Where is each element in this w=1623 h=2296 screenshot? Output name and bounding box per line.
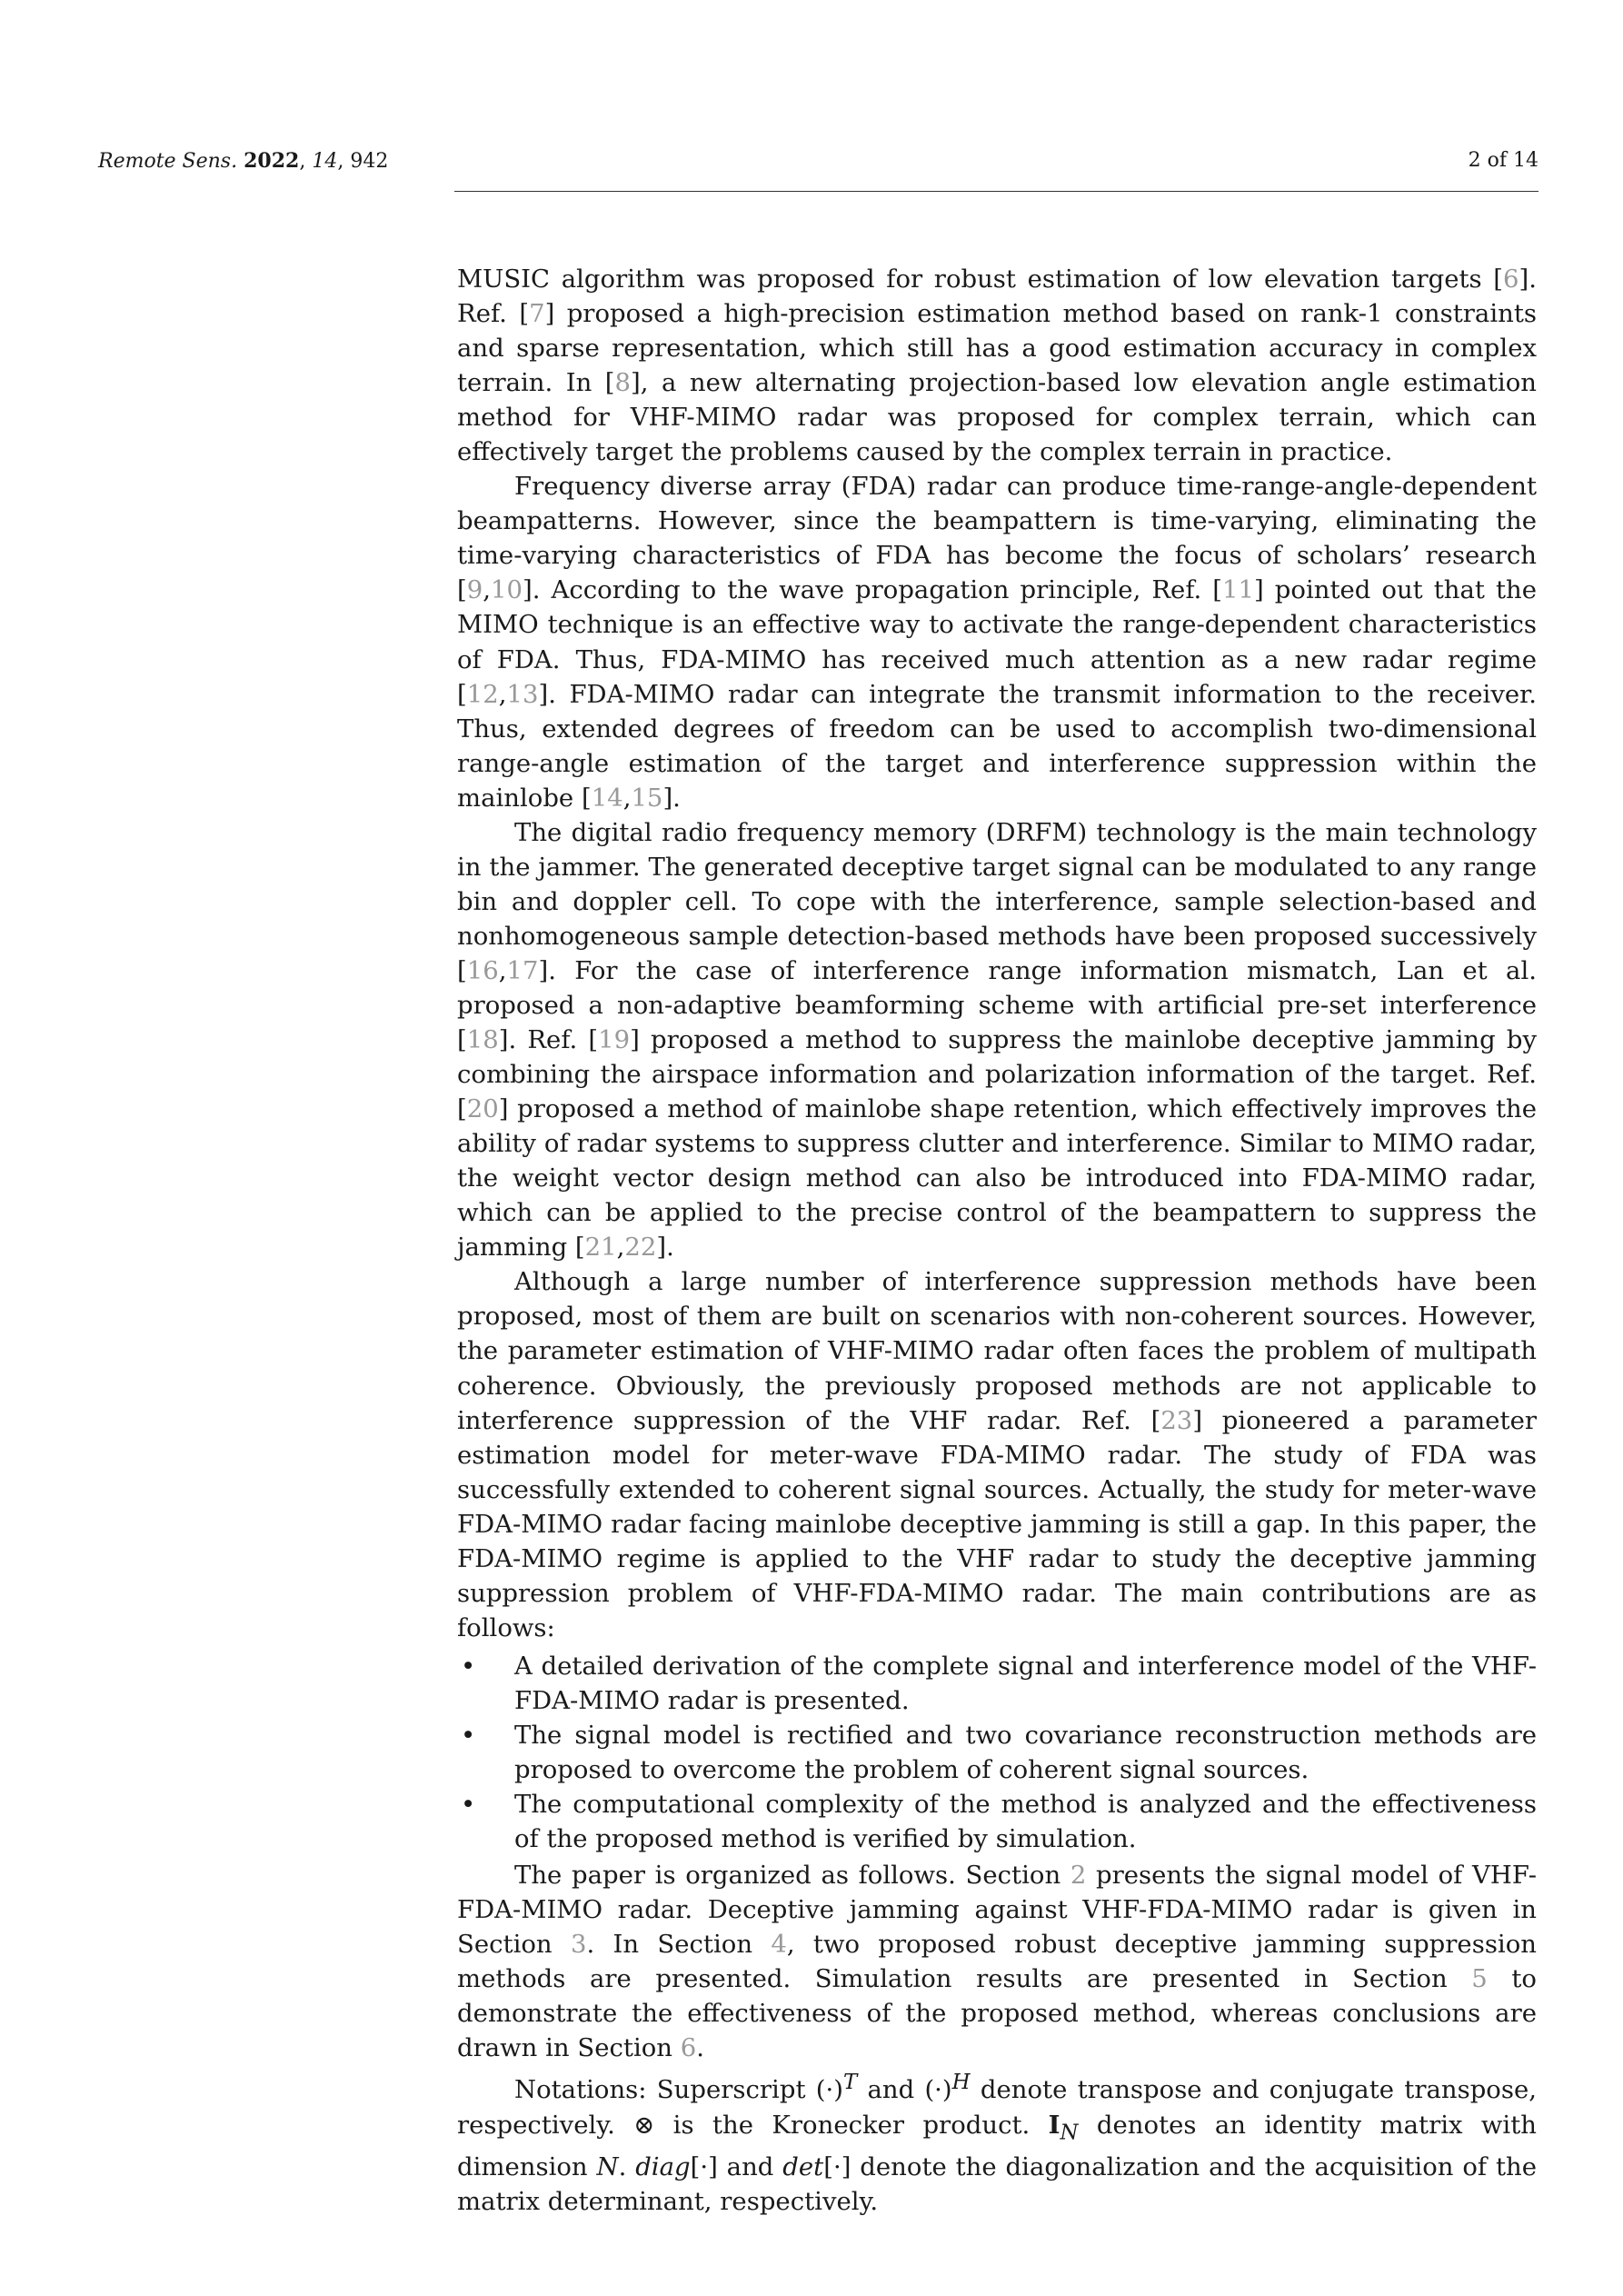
paragraph-5: The paper is organized as follows. Section 2 presents the signal model of VHF-FDA-MIMO radar. Deceptive jamming against VHF-FDA-MIMO radar is given in Section 3. In Section 4, two proposed robust deceptive jamming suppression methods are presented. Simulation results are presented in Section 5 to demonstrate the effectiveness of the proposed method, whereas conclusions are drawn in Section 6. [457, 1861, 1537, 2063]
page-header [98, 149, 1538, 193]
bullet-symbol: • [461, 1720, 476, 1750]
citation-link[interactable]: 19 [598, 1025, 631, 1055]
section-link[interactable]: 3 [570, 1930, 587, 1960]
paragraph-1: MUSIC algorithm was proposed for robust estimation of low elevation targets [6]. Ref. [7] proposed a high-precision estimation method based on rank-1 constraints and sparse representation, which still has a good estimation accuracy in complex terrain. In [8], a new alternating projection-based low elevation angle estimation method for VHF-MIMO radar was proposed for complex terrain, which can effectively target the problems caused by the complex terrain in practice. [457, 265, 1537, 467]
citation-link[interactable]: 6 [1503, 265, 1519, 294]
citation-link[interactable]: 21 [584, 1233, 617, 1263]
citation-link[interactable]: 22 [624, 1233, 657, 1263]
citation-link[interactable]: 8 [614, 368, 632, 398]
page-number: 2 of 14 [1468, 149, 1538, 172]
citation-link[interactable]: 10 [490, 575, 523, 605]
paragraph-3: The digital radio frequency memory (DRFM) technology is the main technology in the jammer. The generated deceptive target signal can be modulated to any range bin and doppler cell. To cope with the interference, sample selection-based and nonhomogeneous sample detection-based methods have been proposed successively [16,17]. For the case of interference range information mismatch, Lan et al. proposed a non-adaptive beamforming scheme with artificial pre-set interference [18]. Ref. [19] proposed a method to suppress the mainlobe deceptive jamming by combining the airspace information and polarization information of the target. Ref. [20] proposed a method of mainlobe shape retention, which effectively improves the ability of radar systems to suppress clutter and interference. Similar to MIMO radar, the weight vector design method can also be introduced into FDA-MIMO radar, which can be applied to the precise control of the beampattern to suppress the jamming [21,22]. [457, 817, 1537, 1263]
math-subscript: N [1060, 2121, 1079, 2145]
citation-link[interactable]: 15 [631, 783, 663, 813]
math-identity-matrix: I [1048, 2110, 1060, 2140]
journal-citation: Remote Sens. 2022, 14, 942 [98, 149, 389, 173]
citation-link[interactable]: 23 [1160, 1405, 1193, 1435]
math-operator: (·) [815, 2075, 843, 2105]
math-superscript: H [951, 2071, 971, 2095]
citation-link[interactable]: 9 [466, 575, 483, 605]
citation-link[interactable]: 16 [466, 955, 499, 985]
list-item: • The computational complexity of the method is analyzed and the effectiveness of the proposed method is verified by simulation. [457, 1787, 1537, 1856]
math-function: det [782, 2152, 824, 2182]
citation-link[interactable]: 14 [591, 783, 623, 813]
contributions-list [457, 1649, 1537, 1856]
citation-link[interactable]: 18 [466, 1025, 499, 1055]
section-link[interactable]: 4 [771, 1930, 787, 1960]
journal-name: Remote Sens. [98, 150, 238, 173]
citation-link[interactable]: 7 [529, 299, 545, 329]
article-number: 942 [350, 150, 389, 173]
paragraph-notations: Notations: Superscript $(\cdot)^T$ and $(\cdot)^H$ denote transpose and conjugate transpose, respectively. ⊗ is the Kronecker product. $I_N$ denotes an identity matrix with dimension N. diag[·] and det[·] denote the diagonalization and the acquisition of the matrix determinant, respectively. [457, 2071, 1537, 2217]
math-function: diag [635, 2152, 691, 2182]
bullet-symbol: • [461, 1651, 476, 1681]
kronecker-symbol: ⊗ [633, 2110, 655, 2140]
citation-link[interactable]: 12 [466, 679, 499, 709]
section-link[interactable]: 5 [1471, 1964, 1488, 1994]
section-link[interactable]: 6 [680, 2033, 697, 2063]
article-body [457, 262, 1537, 2219]
paragraph-2: Frequency diverse array (FDA) radar can produce time-range-angle-dependent beampatterns. However, since the beampattern is time-varying, eliminating the time-varying characteristics of FDA has become the focus of scholars’ research [9,10]. According to the wave propagation principle, Ref. [11] pointed out that the MIMO technique is an effective way to activate the range-dependent characteristics of FDA. Thus, FDA-MIMO has received much attention as a new radar regime [12,13]. FDA-MIMO radar can integrate the transmit information to the receiver. Thus, extended degrees of freedom can be used to accomplish two-dimensional range-angle estimation of the target and interference suppression within the mainlobe [14,15]. [457, 472, 1537, 813]
citation-link[interactable]: 20 [466, 1094, 499, 1124]
citation-link[interactable]: 13 [506, 679, 539, 709]
math-variable: N [596, 2152, 619, 2182]
citation-link[interactable]: 17 [506, 955, 539, 985]
journal-year: 2022 [244, 149, 300, 173]
paragraph-4: Although a large number of interference suppression methods have been proposed, most of them are built on scenarios with non-coherent sources. However, the parameter estimation of VHF-MIMO radar often faces the problem of multipath coherence. Obviously, the previously proposed methods are not applicable to interference suppression of the VHF radar. Ref. [23] pioneered a parameter estimation model for meter-wave FDA-MIMO radar. The study of FDA was successfully extended to coherent signal sources. Actually, the study for meter-wave FDA-MIMO radar facing mainlobe deceptive jamming is still a gap. In this paper, the FDA-MIMO regime is applied to the VHF radar to study the deceptive jamming suppression problem of VHF-FDA-MIMO radar. The main contributions are as follows: [457, 1267, 1537, 1642]
header-rule [454, 191, 1538, 192]
bullet-symbol: • [461, 1790, 476, 1820]
section-link[interactable]: 2 [1070, 1861, 1087, 1891]
list-item: • A detailed derivation of the complete signal and interference model of the VHF-FDA-MIMO radar is presented. [457, 1649, 1537, 1718]
journal-volume: 14 [312, 150, 338, 173]
math-operator: (·) [924, 2075, 952, 2105]
list-item: • The signal model is rectified and two covariance reconstruction methods are proposed to overcome the problem of coherent signal sources. [457, 1718, 1537, 1787]
math-operator: [·] [690, 2152, 718, 2182]
citation-link[interactable]: 11 [1222, 575, 1255, 605]
math-superscript: T [842, 2071, 858, 2095]
math-operator: [·] [823, 2152, 851, 2182]
